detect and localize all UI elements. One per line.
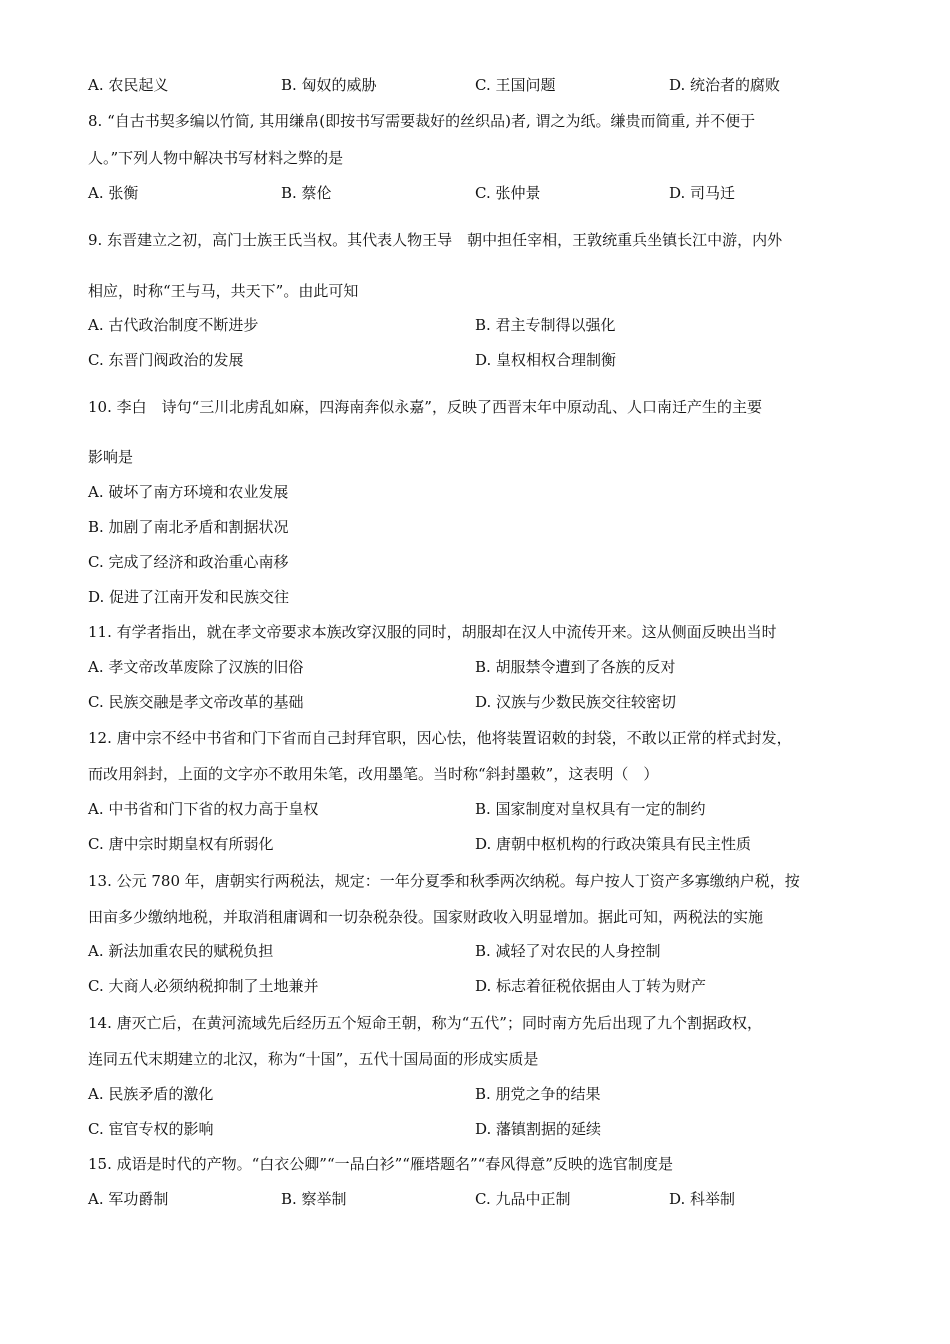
q8-stem-line1: 8. “自古书契多编以竹简, 其用缣帛(即按书写需要裁好的丝织品)者, 谓之为纸。缣贵而简重, 并不便于: [88, 112, 756, 130]
q7-option-d: D. 统治者的腐败: [669, 76, 781, 94]
q15-option-a: A. 军功爵制: [88, 1190, 169, 1208]
q14-stem-line2: 连同五代末期建立的北汉，称为“十国”，五代十国局面的形成实质是: [88, 1050, 539, 1068]
q9-option-a: A. 古代政治制度不断进步: [88, 316, 259, 334]
q13-option-b: B. 减轻了对农民的人身控制: [475, 942, 661, 960]
q9-option-c: C. 东晋门阀政治的发展: [88, 351, 244, 369]
q7-option-c: C. 王国问题: [475, 76, 556, 94]
q13-stem-line1: 13. 公元 780 年，唐朝实行两税法，规定：一年分夏季和秋季两次纳税。每户按人丁资产多寡缴纳户税，按: [88, 872, 800, 890]
q10-option-b: B. 加剧了南北矛盾和割据状况: [88, 518, 289, 536]
q13-option-d: D. 标志着征税依据由人丁转为财产: [475, 977, 707, 995]
q12-stem-line1: 12. 唐中宗不经中书省和门下省而自己封拜官职，因心怯，他将装置诏敕的封袋，不敢以正常的样式封发，: [88, 729, 792, 747]
q14-option-c: C. 宦官专权的影响: [88, 1120, 214, 1138]
q11-option-d: D. 汉族与少数民族交往较密切: [475, 693, 677, 711]
q8-option-a: A. 张衡: [88, 184, 139, 202]
q9-stem-line1: 9. 东晋建立之初，高门士族王氏当权。其代表人物王导 朝中担任宰相，王敦统重兵坐镇长江中游，内外: [88, 231, 783, 249]
q15-option-b: B. 察举制: [281, 1190, 347, 1208]
q10-option-d: D. 促进了江南开发和民族交往: [88, 588, 290, 606]
q8-option-d: D. 司马迁: [669, 184, 736, 202]
q10-stem-line2: 影响是: [88, 448, 134, 466]
q8-option-c: C. 张仲景: [475, 184, 541, 202]
q15-option-d: D. 科举制: [669, 1190, 736, 1208]
q14-stem-line1: 14. 唐灭亡后，在黄河流域先后经历五个短命王朝，称为“五代”；同时南方先后出现了九个割据政权，: [88, 1014, 762, 1032]
q14-option-a: A. 民族矛盾的激化: [88, 1085, 214, 1103]
q8-option-b: B. 蔡伦: [281, 184, 332, 202]
q12-option-a: A. 中书省和门下省的权力高于皇权: [88, 800, 319, 818]
q13-stem-line2: 田亩多少缴纳地税，并取消租庸调和一切杂税杂役。国家财政收入明显增加。据此可知，两税法的实施: [88, 908, 764, 926]
q13-option-a: A. 新法加重农民的赋税负担: [88, 942, 274, 960]
q15-option-c: C. 九品中正制: [475, 1190, 571, 1208]
q11-option-c: C. 民族交融是孝文帝改革的基础: [88, 693, 304, 711]
q12-option-c: C. 唐中宗时期皇权有所弱化: [88, 835, 274, 853]
q14-option-d: D. 藩镇割据的延续: [475, 1120, 602, 1138]
q10-option-c: C. 完成了经济和政治重心南移: [88, 553, 289, 571]
q8-stem-line2: 人。”下列人物中解决书写材料之弊的是: [88, 149, 344, 167]
q12-option-b: B. 国家制度对皇权具有一定的制约: [475, 800, 706, 818]
q14-option-b: B. 朋党之争的结果: [475, 1085, 601, 1103]
q10-stem-line1: 10. 李白 诗句“三川北虏乱如麻，四海南奔似永嘉”，反映了西晋末年中原动乱、人口南迁产生的主要: [88, 398, 762, 416]
q10-option-a: A. 破坏了南方环境和农业发展: [88, 483, 289, 501]
q15-stem-line1: 15. 成语是时代的产物。“白衣公卿”“一品白衫”“雁塔题名”“春风得意”反映的选官制度是: [88, 1155, 673, 1173]
q9-option-d: D. 皇权相权合理制衡: [475, 351, 617, 369]
q11-option-a: A. 孝文帝改革废除了汉族的旧俗: [88, 658, 304, 676]
q7-option-b: B. 匈奴的威胁: [281, 76, 377, 94]
q12-option-d: D. 唐朝中枢机构的行政决策具有民主性质: [475, 835, 752, 853]
q9-stem-line2: 相应，时称“王与马，共天下”。由此可知: [88, 282, 359, 300]
q12-stem-line2: 而改用斜封，上面的文字亦不敢用朱笔，改用墨笔。当时称“斜封墨敕”，这表明（ ）: [88, 765, 659, 783]
q9-option-b: B. 君主专制得以强化: [475, 316, 616, 334]
q13-option-c: C. 大商人必须纳税抑制了土地兼并: [88, 977, 319, 995]
q7-option-a: A. 农民起义: [88, 76, 169, 94]
q11-option-b: B. 胡服禁令遭到了各族的反对: [475, 658, 676, 676]
q11-stem-line1: 11. 有学者指出，就在孝文帝要求本族改穿汉服的同时，胡服却在汉人中流传开来。这从侧面反映出当时: [88, 623, 777, 641]
